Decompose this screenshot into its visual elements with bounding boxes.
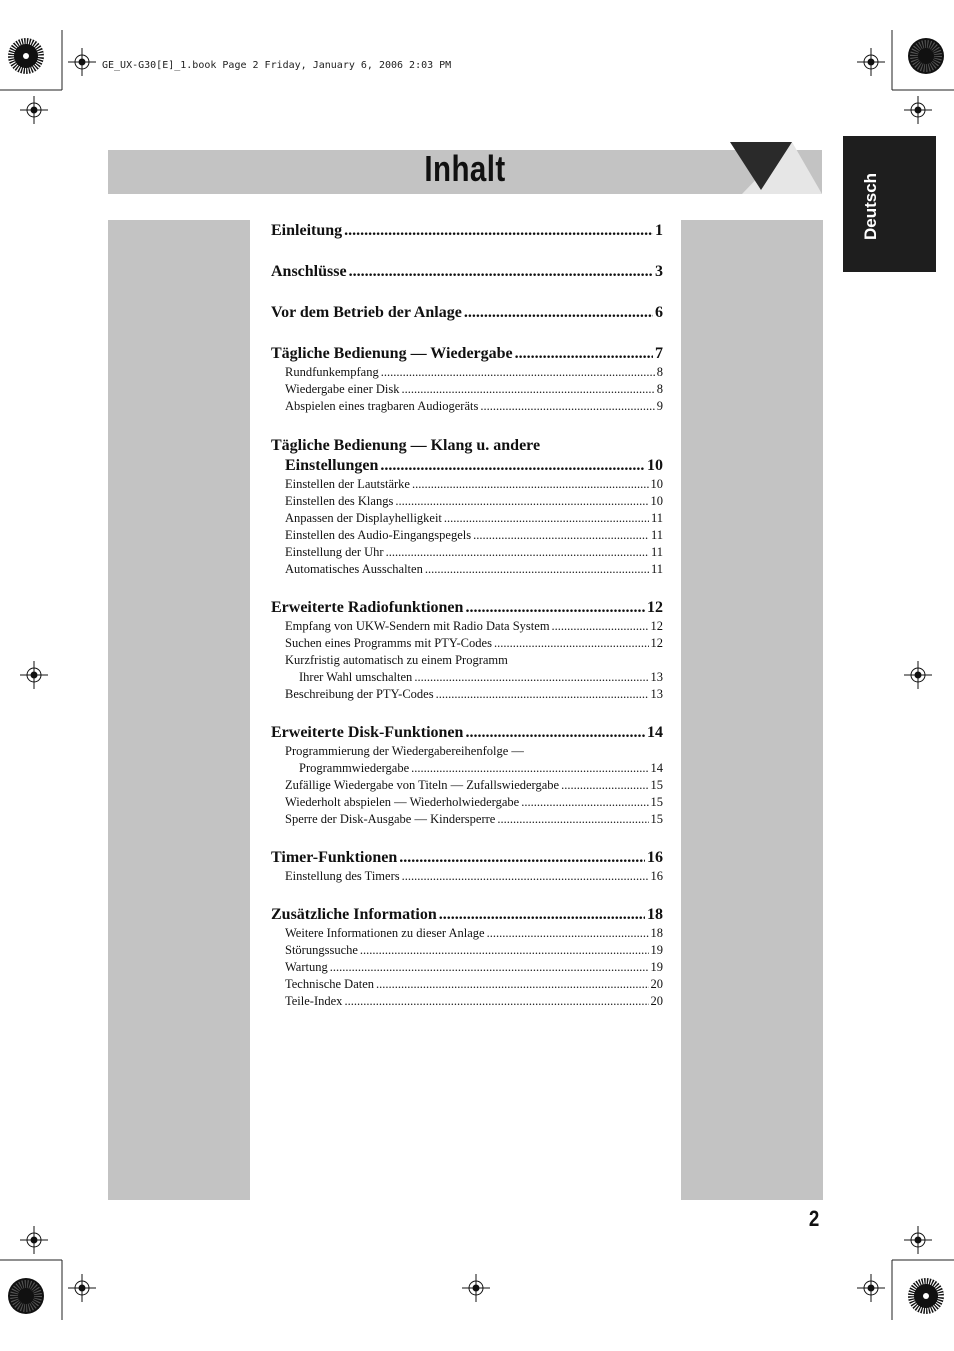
toc-entry-info[interactable]: Zusätzliche Information ..... 18: [271, 905, 663, 925]
toc-entry-einleitung[interactable]: Einleitung ..... 1: [271, 221, 663, 241]
toc-entry-timer[interactable]: Timer-Funktionen ..... 16: [271, 848, 663, 868]
toc-subentry[interactable]: Einstellen der Lautstärke ..... 10: [271, 476, 663, 493]
left-gray-column: [108, 220, 250, 1200]
toc-subentry[interactable]: Einstellung der Uhr ..... 11: [271, 544, 663, 561]
toc-subentry[interactable]: Wiederholt abspielen — Wiederholwiedergabe ..... 15: [271, 794, 663, 811]
toc-subentry[interactable]: Suchen eines Programms mit PTY-Codes ..... 12: [271, 635, 663, 652]
toc-subentry-wrapped-line1[interactable]: Programmierung der Wiedergabereihenfolge —: [285, 744, 524, 758]
toc-subentry[interactable]: Wartung ..... 19: [271, 959, 663, 976]
toc-subentry[interactable]: Ihrer Wahl umschalten ..... 13: [271, 669, 663, 686]
toc-subentry[interactable]: Sperre der Disk-Ausgabe — Kindersperre ..... 15: [271, 811, 663, 828]
toc-subentry[interactable]: Rundfunkempfang ..... 8: [271, 364, 663, 381]
toc-subentry[interactable]: Technische Daten ..... 20: [271, 976, 663, 993]
table-of-contents: [271, 218, 663, 1010]
toc-entry-disk[interactable]: Erweiterte Disk-Funktionen ..... 14: [271, 723, 663, 743]
toc-subentry[interactable]: Programmwiedergabe ..... 14: [271, 760, 663, 777]
toc-entry-radio[interactable]: Erweiterte Radiofunktionen ..... 12: [271, 598, 663, 618]
right-gray-column: [681, 220, 823, 1200]
toc-subentry[interactable]: Einstellen des Klangs ..... 10: [271, 493, 663, 510]
toc-entry-klang[interactable]: Einstellungen ..... 10: [271, 456, 663, 476]
language-tab: [843, 136, 936, 272]
toc-subentry[interactable]: Störungssuche ..... 19: [271, 942, 663, 959]
language-tab-label: Deutsch: [861, 172, 880, 240]
toc-subentry[interactable]: Teile-Index ..... 20: [271, 993, 663, 1010]
toc-entry-anschluesse[interactable]: Anschlüsse ..... 3: [271, 262, 663, 282]
page-title: Inhalt: [424, 148, 506, 189]
page-number: 2: [808, 1206, 820, 1231]
toc-subentry[interactable]: Anpassen der Displayhelligkeit ..... 11: [271, 510, 663, 527]
print-header-info: GE_UX-G30[E]_1.book Page 2 Friday, January 6, 2006 2:03 PM: [102, 60, 452, 71]
toc-subentry[interactable]: Automatisches Ausschalten ..... 11: [271, 561, 663, 578]
toc-subentry-wrapped-line1[interactable]: Kurzfristig automatisch zu einem Programm: [285, 653, 508, 667]
toc-subentry[interactable]: Weitere Informationen zu dieser Anlage ..... 18: [271, 925, 663, 942]
toc-entry-vor-dem-betrieb[interactable]: Vor dem Betrieb der Anlage ..... 6: [271, 303, 663, 323]
toc-subentry[interactable]: Zufällige Wiedergabe von Titeln — Zufallswiedergabe ..... 15: [271, 777, 663, 794]
toc-entry-klang-line1[interactable]: Tägliche Bedienung — Klang u. andere: [271, 437, 541, 454]
toc-subentry[interactable]: Einstellung des Timers ..... 16: [271, 868, 663, 885]
toc-entry-wiedergabe[interactable]: Tägliche Bedienung — Wiedergabe ..... 7: [271, 344, 663, 364]
toc-subentry[interactable]: Beschreibung der PTY-Codes ..... 13: [271, 686, 663, 703]
toc-subentry[interactable]: Wiedergabe einer Disk ..... 8: [271, 381, 663, 398]
toc-subentry[interactable]: Empfang von UKW-Sendern mit Radio Data System ..... 12: [271, 618, 663, 635]
toc-subentry[interactable]: Einstellen des Audio-Eingangspegels ..... 11: [271, 527, 663, 544]
toc-subentry[interactable]: Abspielen eines tragbaren Audiogeräts ..... 9: [271, 398, 663, 415]
